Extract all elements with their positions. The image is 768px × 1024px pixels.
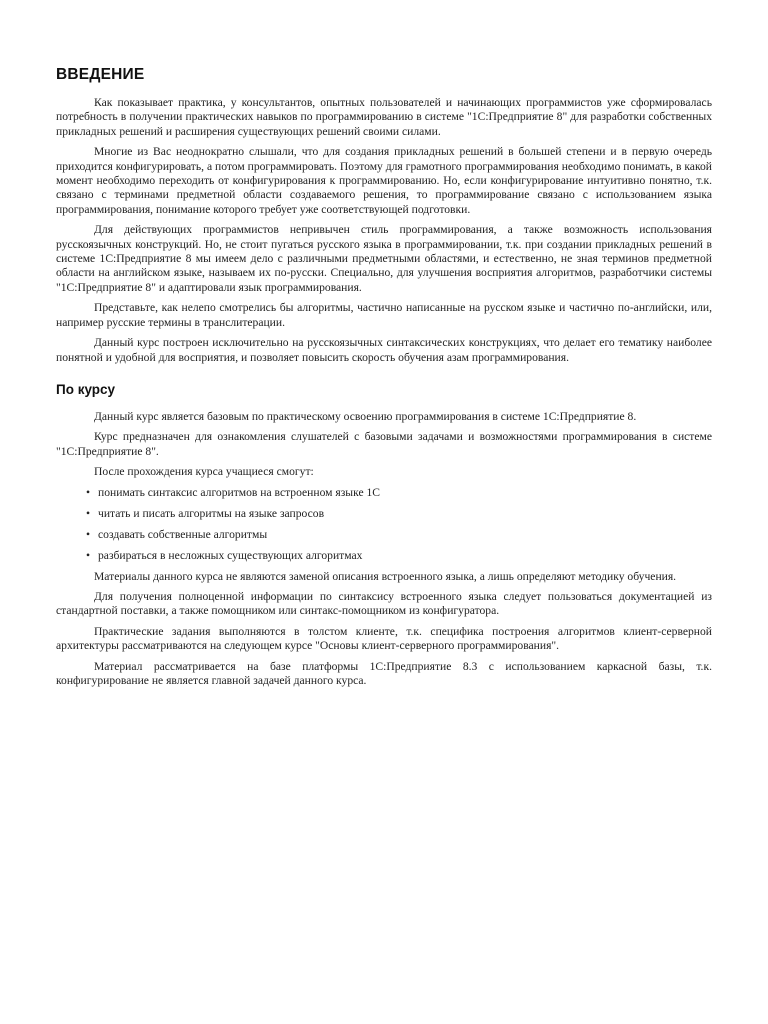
bullet-icon: • (86, 485, 91, 499)
bullet-icon: • (86, 548, 91, 562)
intro-paragraph: Представьте, как нелепо смотрелись бы алгоритмы, частично написанные на русском языке и частично по-английски, или, например русские термины в транслитерации. (56, 301, 712, 329)
course-paragraph: После прохождения курса учащиеся смогут: (94, 465, 314, 479)
course-paragraph: Для получения полноценной информации по синтаксису встроенного языка следует пользоваться документацией из стандартной поставки, а также помощником или синтакс-помощником из конфигуратора. (56, 589, 712, 618)
intro-paragraph: Для действующих программистов непривычен стиль программирования, а также возможность использования русскоязычных конструкций. Но, не стоит пугаться русского языка в программировании, т.к. при создании прикладных решений в системе 1С:Предприятие 8 мы имеем дело с различными предметными областями, и естественно, не зная терминов предметной области на английском языке, называем их по-русски. Специально, для улучшения восприятия алгоритмов, разработчики системы "1С:Предприятие 8" и адаптировали язык программирования. (56, 223, 712, 294)
list-item-text: понимать синтаксис алгоритмов на встроенном языке 1С (98, 485, 381, 499)
course-heading: По курсу (56, 381, 116, 397)
list-item-text: создавать собственные алгоритмы (98, 527, 268, 541)
list-item (86, 506, 712, 521)
course-paragraph: Курс предназначен для ознакомления слушателей с базовыми задачами и возможностями программирования в системе "1С:Предприятие 8". (56, 430, 712, 458)
intro-paragraph: Как показывает практика, у консультантов, опытных пользователей и начинающих программистов уже сформировалась потребность в получении практических навыков по программированию в системе "1С:Предприятие 8" для разработки собственных прикладных решений и расширения существующих решений своими силами. (56, 96, 712, 138)
list-item-text: читать и писать алгоритмы на языке запросов (98, 506, 325, 520)
course-paragraph: Материал рассматривается на базе платформы 1С:Предприятие 8.3 с использованием каркасной базы, т.к. конфигурирование не является главной задачей данного курса. (56, 659, 712, 687)
skills-list (56, 486, 712, 563)
intro-paragraph: Данный курс построен исключительно на русскоязычных синтаксических конструкциях, что делает его тематику наиболее понятной и удобной для восприятия, и позволяет повысить скорость обучения азам программирования. (56, 336, 712, 364)
intro-paragraph: Многие из Вас неоднократно слышали, что для создания прикладных решений в большей степени и в первую очередь приходится конфигурировать, а потом программировать. Поэтому для грамотного программирования необходимо понимать, в какой момент необходимо переходить от конфигурирования к программированию. Но, если конфигурирование интуитивно понятно, т.к. связано с терминами предметной области создаваемого решения, то программирование связано с использованием языка программирования, понимание которого требует уже соответствующей подготовки. (56, 145, 712, 216)
list-item (86, 527, 712, 542)
course-paragraph: Практические задания выполняются в толстом клиенте, т.к. специфика построения алгоритмов клиент-серверной архитектуры рассматриваются на следующем курсе "Основы клиент-серверного программирования". (56, 624, 712, 653)
bullet-icon: • (86, 527, 91, 541)
course-paragraph: Материалы данного курса не являются заменой описания встроенного языка, а лишь определяют методику обучения. (94, 569, 677, 583)
list-item-text: разбираться в несложных существующих алгоритмах (98, 548, 363, 562)
bullet-icon: • (86, 506, 91, 520)
intro-heading: ВВЕДЕНИЕ (56, 66, 145, 83)
document-page (56, 66, 712, 694)
list-item (86, 548, 712, 563)
list-item (86, 485, 712, 500)
course-paragraph: Данный курс является базовым по практическому освоению программирования в системе 1С:Предприятие 8. (94, 409, 637, 423)
